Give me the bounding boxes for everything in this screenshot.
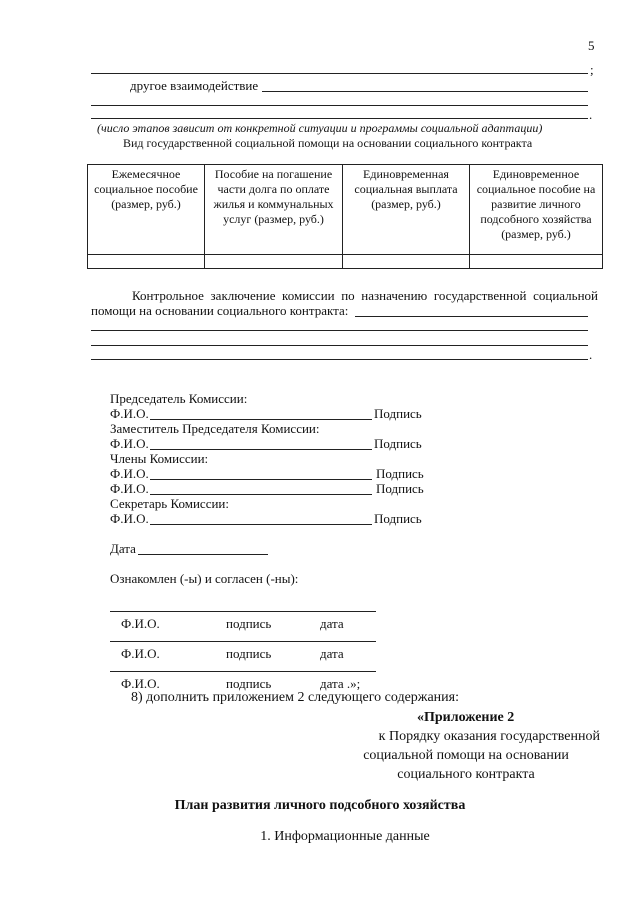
sign-date: дата [320, 646, 344, 661]
table-header-cell: Ежемесячное социальное пособие (размер, руб.) [88, 165, 205, 255]
fio-label: Ф.И.О. [110, 511, 149, 526]
appendix-line2: социальной помощи на основании [363, 748, 569, 763]
appendix-line3: социального контракта [397, 767, 535, 782]
sign-signature: подпись [226, 646, 272, 661]
table-header-cell: Единовременное социальное пособие на развитие личного подсобного хозяйства (размер, руб.) [470, 165, 603, 255]
sign-line [110, 611, 376, 612]
signature-label: Подпись [374, 436, 422, 451]
date-line [138, 554, 268, 555]
table-header-cell: Пособие на погашение части долга по оплате жилья и коммунальных услуг (размер, руб.) [205, 165, 343, 255]
aid-table [87, 164, 603, 269]
table-cell [470, 255, 603, 269]
blank-line [91, 105, 588, 106]
chairman-label: Председатель Комиссии: [110, 391, 248, 406]
secretary-label: Секретарь Комиссии: [110, 496, 229, 511]
table-cell [343, 255, 470, 269]
fio-label: Ф.И.О. [110, 436, 149, 451]
sign-line [110, 671, 376, 672]
fio-label: Ф.И.О. [110, 406, 149, 421]
period: . [589, 107, 593, 122]
table-header-cell: Единовременная социальная выплата (размер, руб.) [343, 165, 470, 255]
blank-line [91, 330, 588, 331]
other-interaction-label: другое взаимодействие [130, 78, 259, 93]
sign-signature: подпись [226, 616, 272, 631]
appendix-line1: к Порядку оказания государственной [378, 729, 600, 744]
table-cell [205, 255, 343, 269]
blank-line [91, 73, 588, 74]
fio-label: Ф.И.О. [110, 466, 149, 481]
sign-date: дата [320, 616, 344, 631]
blank-line [262, 91, 588, 92]
sign-line [110, 641, 376, 642]
stages-note: (число этапов зависит от конкретной ситуации и программы социальной адаптации) [97, 121, 543, 135]
item-8: 8) дополнить приложением 2 следующего содержания: [131, 690, 459, 705]
section-title: 1. Информационные данные [260, 829, 430, 844]
signature-label: Подпись [374, 511, 422, 526]
acquainted-label: Ознакомлен (-ы) и согласен (-ны): [110, 571, 299, 586]
fio-label: Ф.И.О. [110, 481, 149, 496]
sign-fio: Ф.И.О. [121, 616, 160, 631]
table-cell [88, 255, 205, 269]
signature-label: Подпись [376, 466, 424, 481]
fio-line [150, 494, 372, 495]
sign-signature: подпись [226, 676, 272, 691]
semicolon: ; [590, 62, 594, 77]
sign-date: дата .»; [320, 676, 361, 691]
fio-line [150, 449, 372, 450]
page-number: 5 [588, 38, 595, 53]
fio-line [150, 524, 372, 525]
fio-line [150, 479, 372, 480]
period: . [589, 347, 593, 362]
fio-line [150, 419, 372, 420]
deputy-label: Заместитель Председателя Комиссии: [110, 421, 320, 436]
signature-label: Подпись [376, 481, 424, 496]
blank-line [91, 359, 588, 360]
sign-fio: Ф.И.О. [121, 676, 160, 691]
blank-line [91, 118, 588, 119]
plan-title: План развития личного подсобного хозяйства [174, 798, 466, 813]
blank-line [355, 316, 588, 317]
sign-fio: Ф.И.О. [121, 646, 160, 661]
members-label: Члены Комиссии: [110, 451, 209, 466]
control-conclusion-line2: помощи на основании социального контракта: [91, 303, 349, 318]
date-label: Дата [110, 541, 136, 556]
blank-line [91, 345, 588, 346]
appendix-title: «Приложение 2 [417, 710, 515, 725]
signature-label: Подпись [374, 406, 422, 421]
aid-type-title: Вид государственной социальной помощи на основании социального контракта [123, 136, 533, 150]
control-conclusion-line1: Контрольное заключение комиссии по назначению государственной социальной [132, 288, 598, 303]
